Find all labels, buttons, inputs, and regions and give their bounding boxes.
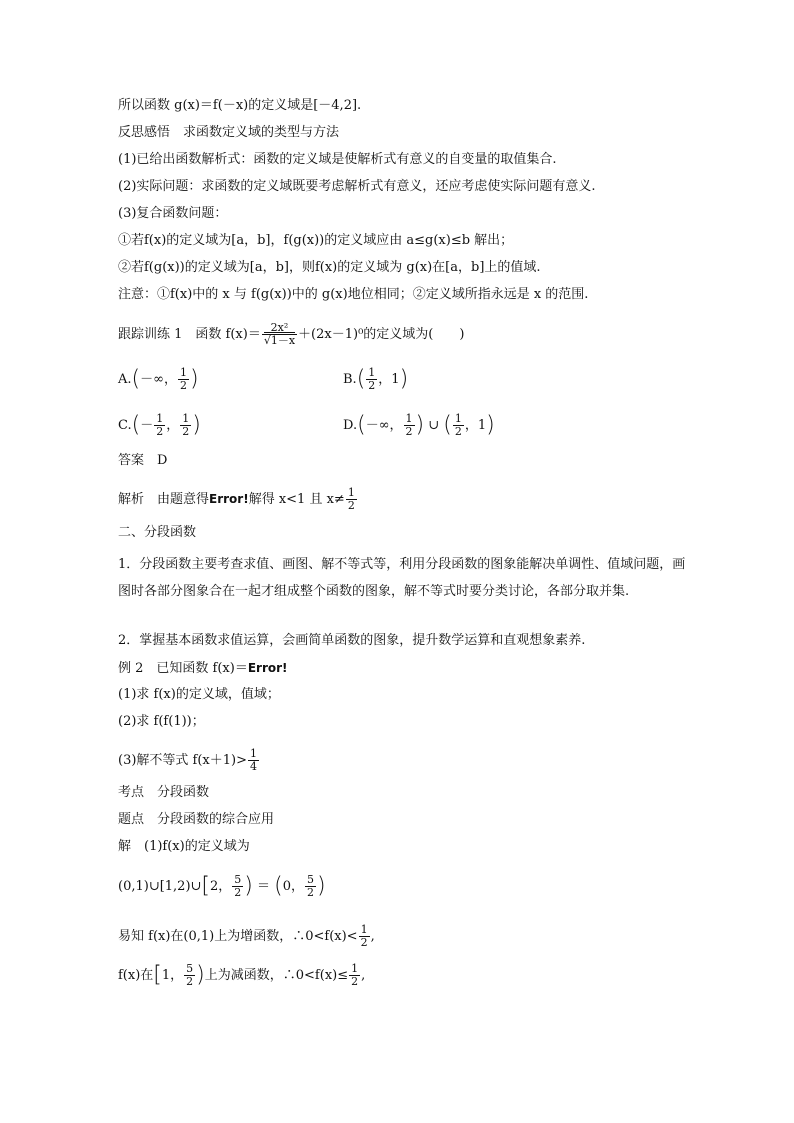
fraction-half: $\frac{1}{2}$ [351, 962, 359, 988]
option-a-left: －∞， [140, 372, 177, 387]
note-line: 注意：①f(x)中的 x 与 f(g(x))中的 g(x)地位相同；②定义域所指永远是 x 的范围. [118, 287, 589, 302]
option-a[interactable] [118, 367, 199, 392]
question-2: (2)求 f(f(1))； [118, 714, 205, 729]
option-a-label: A. [118, 372, 132, 387]
domain-part-c: 0， [282, 879, 305, 894]
exercise-fraction [262, 322, 297, 347]
paren-right: ) [189, 366, 199, 392]
equals-sign: ＝ [252, 879, 275, 894]
option-d-label: D. [343, 418, 358, 433]
fraction-quarter: $\frac{1}{4}$ [250, 747, 257, 773]
analysis-tail: 解得 x<1 且 x≠ [248, 492, 345, 507]
paren-right: ) [317, 873, 326, 899]
bracket-left: [ [153, 962, 162, 988]
answer-line: 答案 D [118, 453, 168, 468]
solution-domain [118, 874, 326, 899]
paren-right: ) [196, 962, 205, 988]
option-b-label: B. [343, 372, 357, 387]
increasing-text: 易知 f(x)在(0,1)上为增函数，∴0<f(x)< [118, 929, 358, 944]
domain-part-a: (0,1)∪[1,2)∪ [118, 879, 202, 894]
paren-right: ) [244, 873, 253, 899]
union-symbol: ∪ [424, 418, 444, 433]
solution-lead: 解 (1)f(x)的定义域为 [118, 839, 250, 854]
question-3 [118, 748, 260, 773]
method-3-case-1: ①若f(x)的定义域为[a，b]，f(g(x))的定义域应由 a≤g(x)≤b 解出； [118, 233, 514, 248]
fraction-five-halves: $\frac{5}{2}$ [307, 873, 315, 899]
option-c-left: － [140, 418, 154, 433]
fraction-half: $\frac{1}{2}$ [347, 486, 355, 512]
paren-right: ) [399, 366, 409, 392]
question-3-text: (3)解不等式 f(x＋1)> [118, 753, 247, 768]
exercise-tail: ＋(2x－1)⁰的定义域为( ) [298, 327, 465, 342]
error-placeholder: Error! [209, 492, 249, 506]
tidian-line: 题点 分段函数的综合应用 [118, 812, 275, 827]
paren-left: ( [131, 366, 141, 392]
section-paragraph-1: 1．分段函数主要考查求值、画图、解不等式等，利用分段函数的图象能解决单调性、值域问题，画图时各部分图象合在一起才组成整个函数的图象，解不等式时要分类讨论，各部分取并集. [118, 557, 686, 599]
paren-left: ( [131, 412, 141, 438]
decreasing-mid: 1， [161, 968, 184, 983]
fraction-half: $\frac{1}{2}$ [156, 412, 164, 438]
section-title: 二、分段函数 [118, 525, 197, 540]
option-c-label: C. [118, 418, 132, 433]
solution-decreasing [118, 963, 365, 988]
fraction-half: $\frac{1}{2}$ [368, 366, 376, 392]
option-c[interactable] [118, 413, 201, 438]
option-d-left: －∞， [365, 418, 403, 433]
section-paragraph-2: 2．掌握基本函数求值运算，会画简单函数的图象，提升数学运算和直观想象素养. [118, 633, 586, 648]
option-b-right: ，1 [378, 372, 400, 387]
decreasing-tail: 上为减函数，∴0<f(x)≤ [204, 968, 349, 983]
kaodian-line: 考点 分段函数 [118, 785, 210, 800]
question-1: (1)求 f(x)的定义域，值域； [118, 687, 280, 702]
option-d-right: ，1 [464, 418, 487, 433]
example-line [118, 659, 288, 678]
fraction-half: $\frac{1}{2}$ [405, 412, 413, 438]
exercise-question [118, 322, 464, 347]
paren-right: ) [192, 412, 201, 438]
method-3-case-2: ②若f(g(x))的定义域为[a，b]，则f(x)的定义域为 g(x)在[a，b]上的值域. [118, 260, 541, 275]
analysis-lead: 解析 由题意得 [118, 492, 210, 507]
fraction-five-halves: $\frac{5}{2}$ [234, 873, 242, 899]
option-c-mid: ， [166, 418, 180, 433]
comma: , [361, 968, 366, 983]
exercise-numerator: 2x² [262, 322, 297, 335]
domain-part-b: 2， [210, 879, 232, 894]
paren-right: ) [415, 412, 425, 438]
method-1: (1)已给出函数解析式：函数的定义域是使解析式有意义的自变量的取值集合. [118, 152, 557, 167]
solution-increasing [118, 924, 375, 949]
option-b[interactable] [343, 367, 408, 392]
method-3: (3)复合函数问题： [118, 206, 228, 221]
paren-left: ( [357, 412, 366, 438]
method-2: (2)实际问题：求函数的定义域既要考虑解析式有意义，还应考虑使实际问题有意义. [118, 179, 596, 194]
analysis-line [118, 487, 358, 512]
fraction-half: $\frac{1}{2}$ [360, 923, 368, 949]
decreasing-lead: f(x)在 [118, 968, 154, 983]
fraction-half: $\frac{1}{2}$ [179, 366, 187, 392]
paren-left: ( [274, 873, 283, 899]
line-domain-result: 所以函数 g(x)＝f(－x)的定义域是[－4,2]. [118, 98, 362, 113]
fraction-half: $\frac{1}{2}$ [182, 412, 190, 438]
option-d[interactable] [343, 413, 495, 438]
error-placeholder: Error! [247, 661, 288, 675]
paren-left: ( [356, 366, 366, 392]
exercise-denominator: √1－x [263, 334, 296, 347]
exercise-lead: 跟踪训练 1 函数 f(x)＝ [118, 327, 261, 342]
paren-right: ) [486, 412, 495, 438]
example-lead: 例 2 已知函数 f(x)＝ [118, 661, 248, 676]
comma: , [370, 929, 375, 944]
reflection-heading: 反思感悟 求函数定义域的类型与方法 [118, 125, 340, 140]
fraction-half: $\frac{1}{2}$ [454, 412, 462, 438]
bracket-left: [ [201, 873, 211, 899]
paren-left: ( [443, 412, 452, 438]
fraction-five-halves: $\frac{5}{2}$ [186, 962, 194, 988]
